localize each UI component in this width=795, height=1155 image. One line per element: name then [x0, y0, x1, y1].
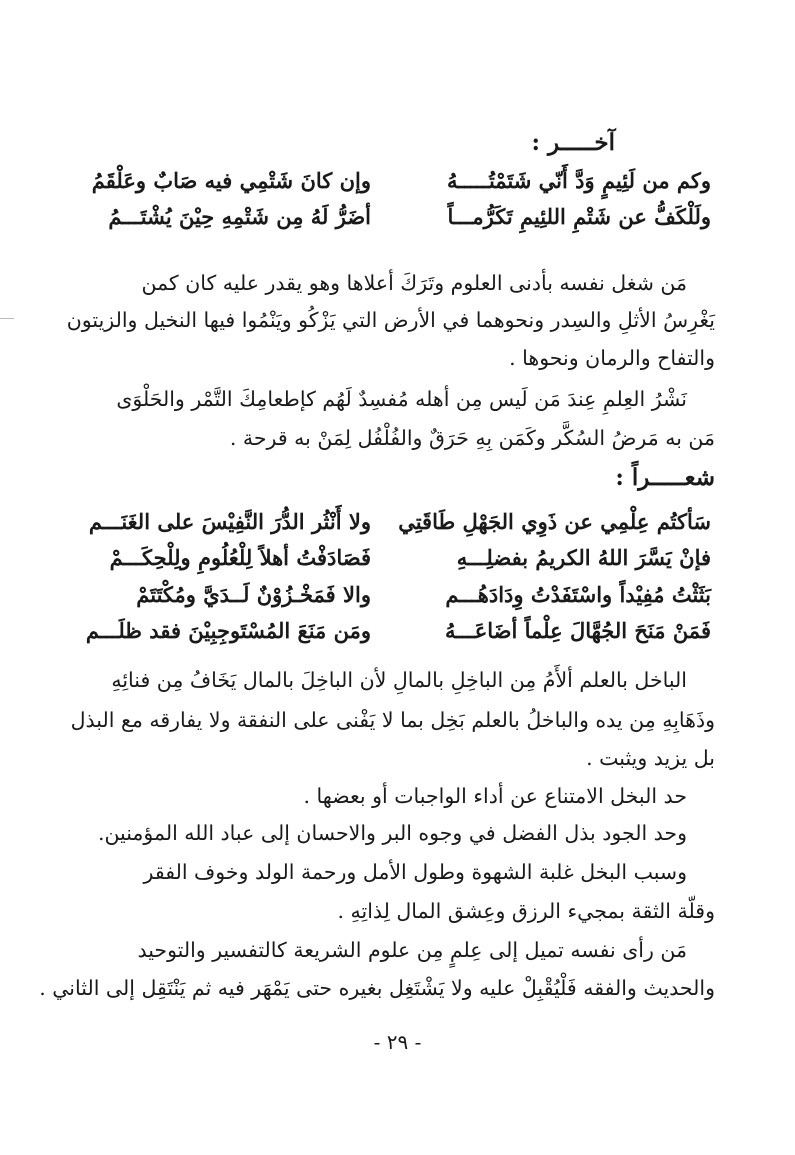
paragraph-line: وحد الجود بذل الفضل في وجوه البر والاحسان إلى عباد الله المؤمنين. [97, 821, 687, 845]
paragraph-line: مَن شغل نفسه بأدنى العلوم وتَرَكَ أعلاها وهو يقدر عليه كان كمن [141, 271, 687, 295]
paragraph-line: بل يزيد ويثبت . [586, 746, 715, 770]
paragraph-line: وذَهَابِهِ مِن يده والباخلُ بالعلم بَخِل بما لا يَفْنى على النفقة ولا يفارقه مع البذل [70, 708, 715, 732]
verse-line [81, 200, 711, 234]
verse-first-hemistich: وكم من لَئِيمٍ وَدَّ أَنّي شَتَمْتُـــــهُ [446, 168, 711, 193]
page-number: - ٢٩ - [373, 1030, 422, 1054]
paragraph-line: الباخل بالعلم ألأَمُ مِن الباخِلِ بالمالِ لأن الباخِلَ بالمال يَخَافُ مِن فنائِهِ [111, 668, 687, 692]
paragraph-line: حد البخل الامتناع عن أداء الواجبات أو بعضها . [303, 784, 687, 808]
verse-second-hemistich: والا فَمَخْـزُوْنٌ لَــدَيَّ ومُكْتَتَمْ [136, 582, 371, 607]
paragraph-line: يَغْرِسُ الأثلِ والسِدر ونحوهما في الأرض التي يَزْكُو ويَنْمُوا فيها النخيل والزيتون [66, 308, 715, 332]
margin-mark [0, 318, 14, 319]
paragraph-line: مَن رأى نفسه تميل إلى عِلمٍ مِن علوم الشريعة كالتفسير والتوحيد [137, 938, 687, 962]
verse-line [81, 505, 711, 539]
verse-second-hemistich: ومَن مَنَعَ المُسْتَوجِبِيْنَ فقد ظلَـــم [85, 618, 371, 643]
verse-second-hemistich: وإن كانَ شَتْمِي فيه صَابٌ وعَلْقَمُ [91, 168, 371, 193]
verse-first-hemistich: بَثَثْتُ مُفِيْداً واسْتَفَدْتُ وِدَادَهُـــم [445, 582, 711, 607]
verse-first-hemistich: ولَلْكَفُّ عن شَتْمِ اللئِيمِ تَكَرُّمـــاً [447, 204, 711, 229]
paragraph-line: والحديث والفقه فَلْيُقْبِلْ عليه ولا يَشْتَغِل بغيره حتى يَمْهَر فيه ثم يَنْتَقِل إلى الثاني . [39, 976, 715, 1000]
verse-first-hemistich: فإنْ يَسَّرَ اللهُ الكريمُ بفضلِـــهِ [456, 545, 711, 570]
paragraph-line: نَشْرُ العِلمِ عِندَ مَن لَيس مِن أهله مُفسِدٌ لَهُم كإطعامِكَ التَّمْر والحَلْوَى [116, 387, 687, 411]
verse-line [81, 164, 711, 198]
paragraph-line: وقلّة الثقة بمجيء الرزق وعِشق المال لِذاتِهِ . [337, 899, 715, 923]
section-heading-akhar: آخـــــر : [531, 129, 615, 156]
verse-line [81, 541, 711, 575]
section-heading-shiran: شعـــــراً : [615, 464, 715, 491]
paragraph-line: مَن به مَرضُ السُكَّر وكَمَن بِهِ حَرَقٌ والفُلْفُل لِمَنْ به قرحة . [229, 426, 715, 450]
verse-line [81, 614, 711, 648]
verse-first-hemistich: فَمَنْ مَنَحَ الجُهَّالَ عِلْماً أضَاعَـــهُ [444, 618, 711, 643]
paragraph-line: وسبب البخل غلبة الشهوة وطول الأمل ورحمة الولد وخوف الفقر [143, 860, 687, 884]
verse-first-hemistich: سَأكتُم عِلْمِي عن ذَوِي الجَهْلِ طَاقَتِي [398, 509, 711, 534]
verse-second-hemistich: فَصَادَفْتُ أهلاً لِلْعُلُومِ ولِلْحِكَـــمْ [109, 545, 371, 570]
paragraph-line: والتفاح والرمان ونحوها . [509, 346, 715, 370]
verse-second-hemistich: ولا أَنْثُر الدُّرَ النَّفِيْسَ على الغَنَـــم [88, 509, 371, 534]
verse-second-hemistich: أضَرُّ لَهُ مِن شَتْمِهِ حِيْنَ يُشْتَـــمُ [108, 204, 371, 229]
verse-line [81, 578, 711, 612]
